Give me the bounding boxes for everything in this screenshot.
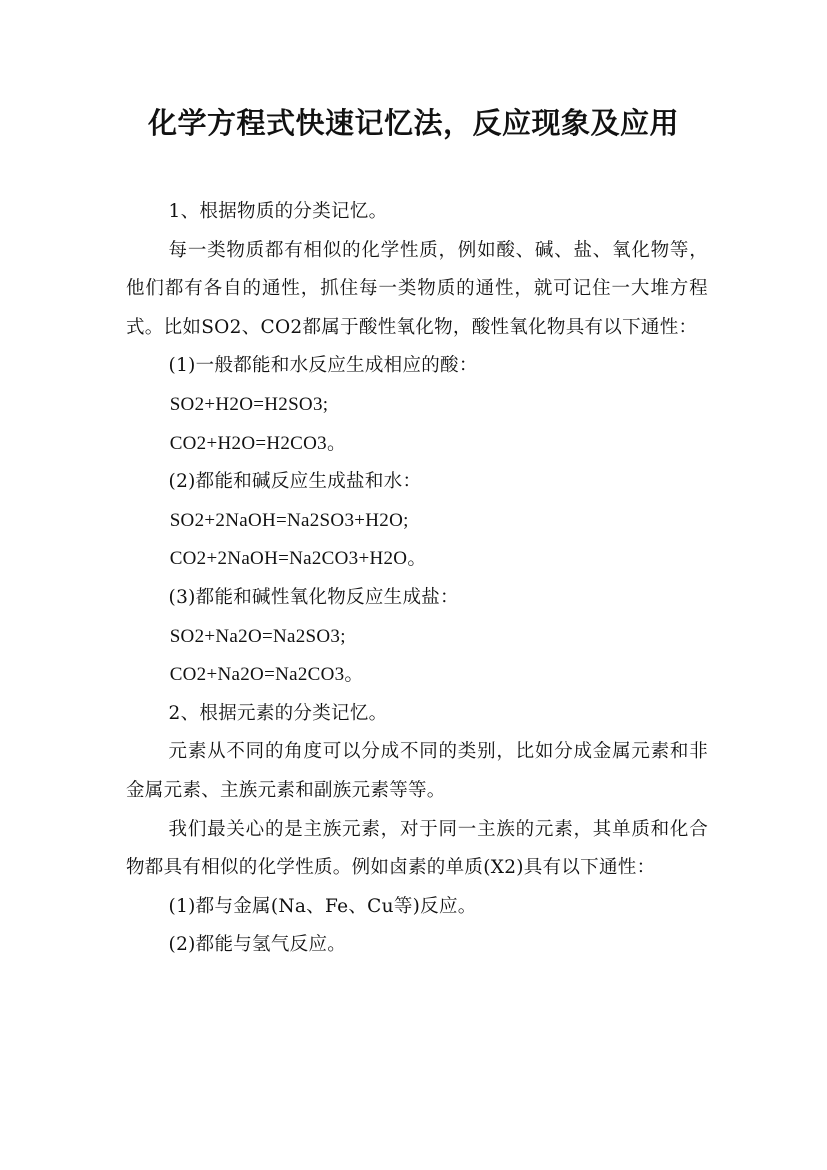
list-item: (1)一般都能和水反应生成相应的酸： <box>168 355 478 377</box>
equation: SO2+H2O=H2SO3; <box>169 393 329 415</box>
list-item: (2)都能与氢气反应。 <box>168 934 347 956</box>
equation: CO2+H2O=H2CO3。 <box>169 432 347 454</box>
paragraph: 元素从不同的角度可以分成不同的类别，比如分成金属元素和非金属元素、主族元素和副族元素等等。 <box>126 741 708 801</box>
list-item: (1)都与金属(Na、Fe、Cu等)反应。 <box>168 895 477 917</box>
paragraph: 我们最关心的是主族元素，对于同一主族的元素，其单质和化合物都具有相似的化学性质。例如卤素的单质(X2)具有以下通性： <box>126 818 708 879</box>
document-title: 化学方程式快速记忆法，反应现象及应用 <box>147 106 679 140</box>
section-heading: 1、根据物质的分类记忆。 <box>168 201 388 222</box>
equation: SO2+2NaOH=Na2SO3+H2O; <box>169 509 409 531</box>
paragraph: 每一类物质都有相似的化学性质，例如酸、碱、盐、氧化物等，他们都有各自的通性，抓住每一类物质的通性，就可记住一大堆方程式。比如SO2、CO2都属于酸性氧化物，酸性氧化物具有以下通性： <box>126 239 708 338</box>
document-body <box>126 193 708 965</box>
list-item: (3)都能和碱性氧化物反应生成盐： <box>168 586 459 608</box>
equation: CO2+Na2O=Na2CO3。 <box>169 664 364 686</box>
equation: SO2+Na2O=Na2SO3; <box>169 625 346 647</box>
list-item: (2)都能和碱反应生成盐和水： <box>168 471 422 493</box>
equation: CO2+2NaOH=Na2CO3+H2O。 <box>169 548 427 570</box>
section-heading: 2、根据元素的分类记忆。 <box>168 702 388 724</box>
